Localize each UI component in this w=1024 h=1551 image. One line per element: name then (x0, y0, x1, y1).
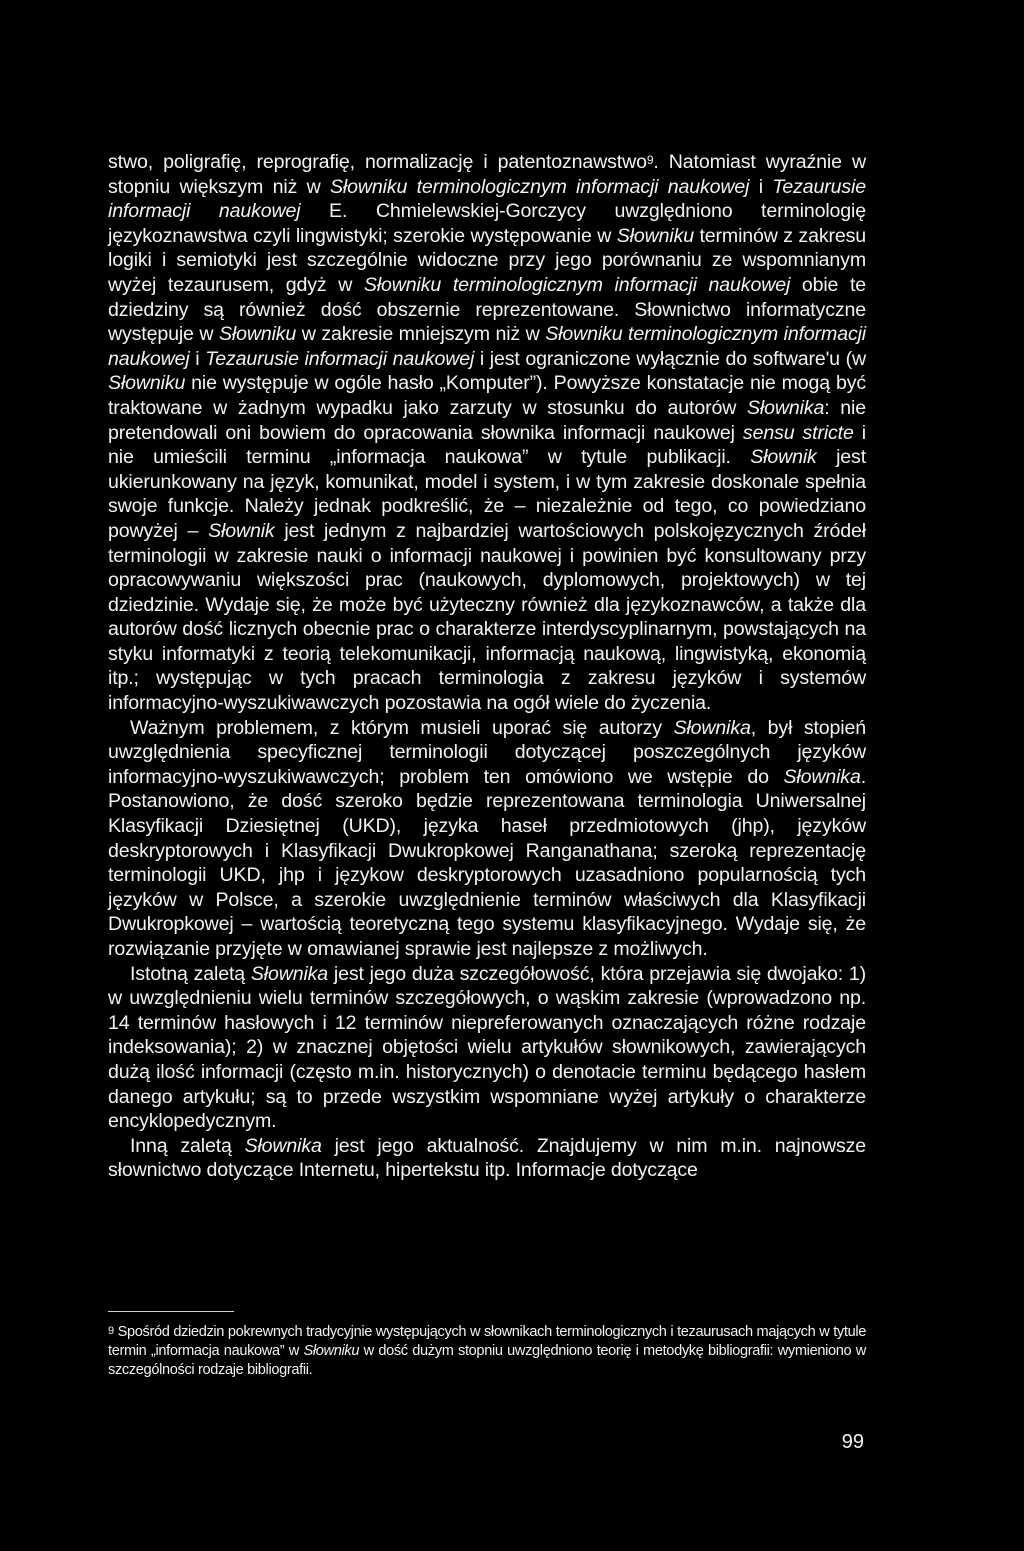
text-run: i nie umieścili terminu „informacja naukowa” w tytule publikacji. (108, 421, 866, 469)
main-text (108, 150, 866, 1183)
text-run: , był stopień uwzględnienia specyficznej terminologii dotyczącej poszczególnych języków informacyjno-wyszukiwawczych; problem ten omówiono we wstępie do (108, 716, 866, 788)
footnote-divider (108, 1311, 234, 1312)
italic-term: sensu stricte (742, 421, 854, 444)
italic-title: Słowniku (303, 1343, 360, 1359)
text-run: . Postanowiono, że dość szeroko będzie reprezentowana terminologia Uniwersalnej Klasyfikacji Dziesiętnej (UKD), języka haseł przedmiotowych (jhp), języków deskryptorowych i Klasyfikacji Dwukropkowej Ranganathana; szeroką reprezentację terminologii UKD, jhp i językow deskryptorowych uzasadniono popularnością tych języków w Polsce, a szerokie uwzględnienie terminów właściwych dla Klasyfikacji Dwukropkowej – wartością teoretyczną tego systemu klasyfikacyjnego. Wydaje się, że rozwiązanie przyjęte w omawianej sprawie jest najlepsze z możliwych. (108, 765, 866, 960)
text-run: Istotną zaletą (130, 962, 251, 985)
text-run: i (189, 347, 206, 370)
text-run: obie te dziedziny są również dość obszernie reprezentowane. Słownictwo informatyczne występuje w (108, 273, 867, 346)
text-run: w zakresie mniejszym niż w (296, 323, 546, 346)
text-run: E. Chmielewskiej-Gorczycy uwzględniono terminologię językoznawstwa czyli lingwistyki; szerokie występowanie w (108, 200, 866, 247)
footnote-number: 9 (108, 1325, 114, 1337)
paragraph-2 (108, 716, 866, 962)
text-run: Spośród dziedzin pokrewnych tradycyjnie występujących w słownikach terminologicznych i tezaurusach mających w tytule termin „informacja naukowa” w (108, 1324, 866, 1359)
text-run: jest ukierunkowany na język, komunikat, model i system, i w tym zakresie doskonale spełnia swoje funkcje. Należy jednak podkreślić, że – niezależnie od tego, co powiedziano powyżej – (108, 446, 866, 542)
text-run: jest jednym z najbardziej wartościowych polskojęzycznych źródeł terminologii w zakresie nauki o informacji naukowej i powinien być konsultowany przy opracowywaniu większości prac (naukowych, dyplomowych, projektowych) w tej dziedzinie. Wydaje się, że może być użyteczny również dla językoznawców, a także dla autorów dość licznych obecnie prac o charakterze interdyscyplinarnym, powstających na styku informatyki z teorią telekomunikacji, informacją naukową, lingwistyką, ekonomią itp.; występując w tych pracach terminologia z zakresu języków i systemów informacyjno-wyszukiwawczych pozostawia na ogół wiele do życzenia. (108, 519, 866, 715)
text-run: terminów z zakresu logiki i semiotyki jest szczególnie widoczne przy jego porównaniu ze wspomnianym wyżej tezaurusem, gdyż w (108, 224, 866, 296)
text-run: jest jego duża szczegółowość, która przejawia się dwojako: 1) w uwzględnieniu wielu terminów szczegółowych, o wąskim zakresie (wprowadzono np. 14 terminów hasłowych i 12 terminów niepreferowanych oznaczających różne rodzaje indeksowania); 2) w znacznej objętości wielu artykułów słownikowych, zawierających dużą ilość informacji (często m.in. historycznych) o denotacie terminu będącego hasłem danego artykułu; są to przede wszystkim wspomniane wyżej artykuły o charakterze encyklopedycznym. (108, 962, 866, 1133)
italic-title: Słowniku (218, 323, 297, 346)
italic-title: Słownika (250, 962, 329, 985)
italic-title: Słowniku terminologicznym informacji naukowej (108, 323, 866, 370)
italic-title: Tezaurusie informacji naukowej (205, 347, 475, 370)
text-run: i jest ograniczone wyłącznie do software'u (w (474, 347, 866, 370)
text-run: Ważnym problemem, z którym musieli uporać się autorzy (130, 716, 674, 739)
text-run: stwo, poligrafię, reprografię, normalizację i patentoznawstwo (108, 151, 647, 173)
text-run: i (749, 175, 773, 198)
italic-title: Słownik (208, 519, 275, 542)
italic-title: Słownika (747, 396, 825, 419)
italic-title: Słownika (783, 765, 861, 788)
footnote-reference[interactable]: 9 (646, 153, 654, 167)
text-run: jest jego aktualność. Znajdujemy w nim m.in. najnowsze słownictwo dotyczące Internetu, hipertekstu itp. Informacje dotyczące (108, 1134, 866, 1182)
paragraph-4 (108, 1134, 866, 1183)
italic-title: Słowniku terminologicznym informacji naukowej (330, 175, 750, 198)
italic-title: Słownika (244, 1134, 322, 1157)
text-run: nie występuje w ogóle hasło „Komputer”). Powyższe konstatacje nie mogą być traktowane w żadnym wypadku jako zarzuty w stosunku do autorów (108, 372, 866, 419)
text-run: Inną zaletą (130, 1134, 245, 1157)
italic-title: Słownika (673, 716, 751, 739)
text-run: : nie pretendowali oni bowiem do opracowania słownika informacji naukowej (108, 396, 866, 444)
italic-title: Słowniku terminologicznym informacji naukowej (363, 273, 791, 296)
italic-title: Tezaurusie informacji naukowej (108, 175, 866, 223)
footnote-9 (108, 1323, 866, 1380)
text-run: . Natomiast wyraźnie w stopniu większym niż w (108, 151, 866, 198)
italic-title: Słowniku (616, 224, 694, 247)
paragraph-3 (108, 962, 866, 1134)
text-run: w dość dużym stopniu uwzględniono teorię i metodykę bibliografii: wymieniono w szczególności rodzaje bibliografii. (108, 1343, 866, 1378)
paragraph-1 (108, 150, 866, 716)
italic-title: Słowniku (108, 372, 186, 395)
italic-title: Słownik (750, 446, 817, 469)
page-number: 99 (841, 1431, 864, 1453)
